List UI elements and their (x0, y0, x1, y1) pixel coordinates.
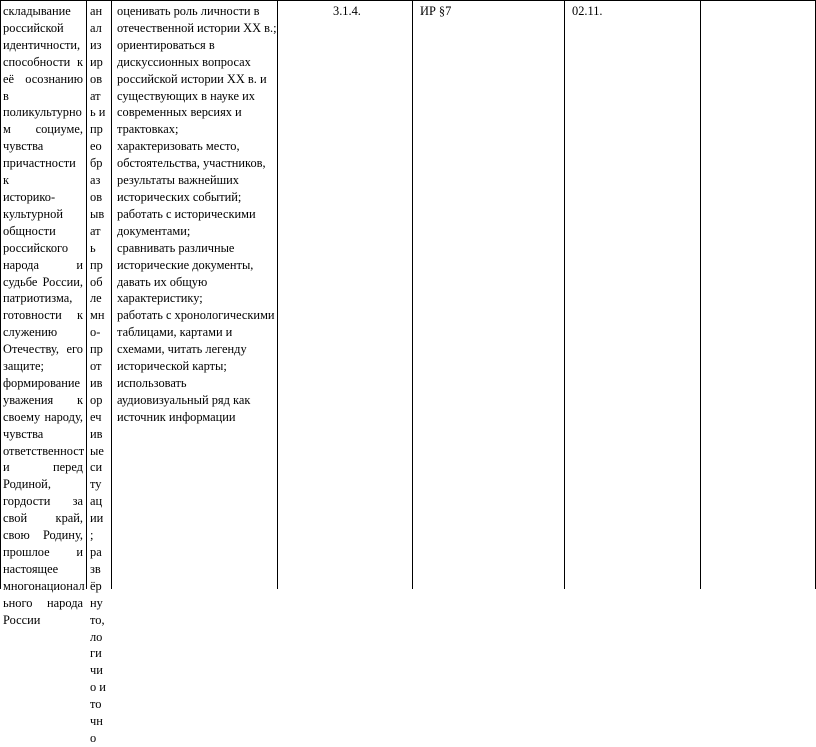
cell-text-line: ан (90, 4, 103, 18)
cell-text-line: еч (90, 409, 102, 424)
column-divider (111, 0, 112, 589)
cell-text-line: существующих в науке их (117, 88, 255, 103)
cell-text-line: зв (90, 561, 101, 576)
cell-text-line: чувства (3, 139, 44, 154)
cell-text-line: пр (90, 342, 103, 357)
cell-text-line: характеризовать место, (117, 139, 240, 154)
cell-text-line: культурной (3, 206, 63, 221)
column-divider (412, 0, 413, 589)
cell-text-line: складывание (3, 4, 71, 18)
cell-text-line: давать их общую (117, 274, 208, 289)
cell-text-line: аудиовизуальный ряд как (117, 392, 251, 407)
cell-text-line: уважения к (3, 392, 83, 407)
cell-text-line: готовности к (3, 308, 83, 323)
cell-text-line: ат (90, 88, 101, 103)
table-top-border (0, 0, 816, 1)
cell-text-line: Родиной, (3, 477, 51, 492)
cell-text-line: аз (90, 173, 101, 188)
cell-text-line: ту (90, 477, 102, 492)
cell-text-line: формирование (3, 375, 81, 390)
cell-text-line: своему народу, (3, 409, 83, 424)
table-cell-date: 02.11. (572, 4, 603, 18)
cell-text-line: поликультурно (3, 105, 82, 120)
cell-text-line: то, (90, 612, 105, 627)
cell-text-line: ац (90, 494, 103, 509)
cell-text-line: ло (90, 629, 103, 644)
column-divider (564, 0, 565, 589)
cell-text-line: об (90, 274, 103, 289)
cell-text-line: народа и (3, 257, 83, 272)
cell-text-line: ат (90, 223, 101, 238)
cell-text-line: таблицами, картами и (117, 325, 233, 340)
cell-text-line: ответственност (3, 443, 85, 458)
cell-text-line: результаты важнейших (117, 173, 239, 188)
cell-text-line: ыв (90, 206, 105, 221)
cell-text-line: ; (90, 528, 94, 543)
cell-text-line: трактовках; (117, 122, 179, 137)
cell-text-line: ор (90, 392, 103, 407)
cell-text-line: бр (90, 156, 103, 171)
cell-text-line: источник информации (117, 409, 236, 424)
cell-text-line: чувства (3, 426, 44, 441)
cell-text-line: си (90, 460, 103, 475)
cell-text-line: исторической карты; (117, 359, 227, 374)
table-left-border (0, 0, 1, 589)
cell-text-line: общности (3, 223, 56, 238)
cell-text-line: схемами, читать легенду (117, 342, 247, 357)
column-divider (700, 0, 701, 589)
cell-text-line: отечественной истории XX в.; (117, 20, 277, 35)
cell-text-line: исторических событий; (117, 189, 242, 204)
cell-text-line: ну (90, 595, 103, 610)
column-divider (86, 0, 87, 589)
cell-text-line: ир (90, 54, 103, 69)
table-cell-meta-results (90, 3, 110, 747)
cell-text-line: свой край, (3, 511, 83, 526)
cell-text-line: ов (90, 189, 103, 204)
cell-text-line: служению (3, 325, 58, 340)
cell-text-line: свою Родину, (3, 528, 83, 543)
cell-text-line: пр (90, 122, 103, 137)
cell-text-line: способности к (3, 54, 83, 69)
cell-text-line: идентичности, (3, 37, 81, 52)
cell-text-line: то (90, 697, 102, 712)
cell-text-line: настоящее (3, 561, 59, 576)
cell-text-line: ал (90, 20, 102, 35)
cell-text-line: м социуме, (3, 122, 83, 137)
cell-text-line: работать с хронологическими (117, 308, 275, 323)
cell-text-line: историко- (3, 189, 56, 204)
table-cell-personal-results (3, 3, 83, 629)
cell-text-line: ги (90, 646, 102, 661)
cell-text-line: обстоятельства, участников, (117, 156, 266, 171)
cell-text-line: России (3, 612, 41, 627)
cell-text-line: ориентироваться в (117, 37, 215, 52)
cell-text-line: ь и (90, 105, 106, 120)
cell-text-line: многонационал (3, 578, 85, 593)
cell-text-line: российской (3, 20, 64, 35)
cell-text-line: ра (90, 545, 102, 559)
cell-text-line: Отечеству, его (3, 342, 83, 357)
cell-text-line: российской истории XX в. и (117, 71, 267, 86)
cell-text-line: ьного народа (3, 595, 83, 610)
cell-text-line: ии (90, 511, 104, 526)
cell-text-line: мн (90, 308, 105, 323)
cell-text-line: работать с историческими (117, 206, 256, 221)
cell-text-line: чн (90, 714, 103, 729)
cell-text-line: ов (90, 71, 103, 86)
cell-text-line: о (90, 730, 97, 745)
cell-text-line: патриотизма, (3, 291, 73, 306)
cell-text-line: ле (90, 291, 102, 306)
cell-text-line: ив (90, 375, 103, 390)
cell-text-line: исторические документы, (117, 257, 254, 272)
cell-text-line: сравнивать различные (117, 240, 235, 255)
table-cell-subject-results (117, 3, 275, 426)
column-divider (277, 0, 278, 589)
cell-text-line: ёр (90, 578, 102, 593)
cell-text-line: причастности к (3, 156, 76, 188)
cell-text-line: судьбе России, (3, 274, 83, 289)
cell-text-line: документами; (117, 223, 191, 238)
cell-text-line: ь (90, 240, 96, 255)
cell-text-line: её осознанию в (3, 71, 83, 103)
cell-text-line: чи (90, 663, 103, 678)
cell-text-line: российского (3, 240, 69, 255)
table-cell-homework: ИР §7 (420, 4, 452, 18)
table-cell-code: 3.1.4. (333, 4, 361, 18)
cell-text-line: прошлое и (3, 545, 83, 559)
cell-text-line: защите; (3, 359, 44, 374)
cell-text-line: дискуссионных вопросах (117, 54, 251, 69)
cell-text-line: современных версиях и (117, 105, 242, 120)
cell-text-line: ео (90, 139, 102, 154)
cell-text-line: о- (90, 325, 101, 340)
cell-text-line: пр (90, 257, 103, 272)
cell-text-line: о и (90, 680, 106, 695)
cell-text-line: ив (90, 426, 103, 441)
cell-text-line: от (90, 359, 102, 374)
cell-text-line: из (90, 37, 102, 52)
cell-text-line: оценивать роль личности в (117, 4, 260, 18)
cell-text-line: ые (90, 443, 104, 458)
cell-text-line: и перед (3, 460, 83, 475)
cell-text-line: гордости за (3, 494, 83, 509)
cell-text-line: использовать (117, 375, 187, 390)
cell-text-line: характеристику; (117, 291, 203, 306)
